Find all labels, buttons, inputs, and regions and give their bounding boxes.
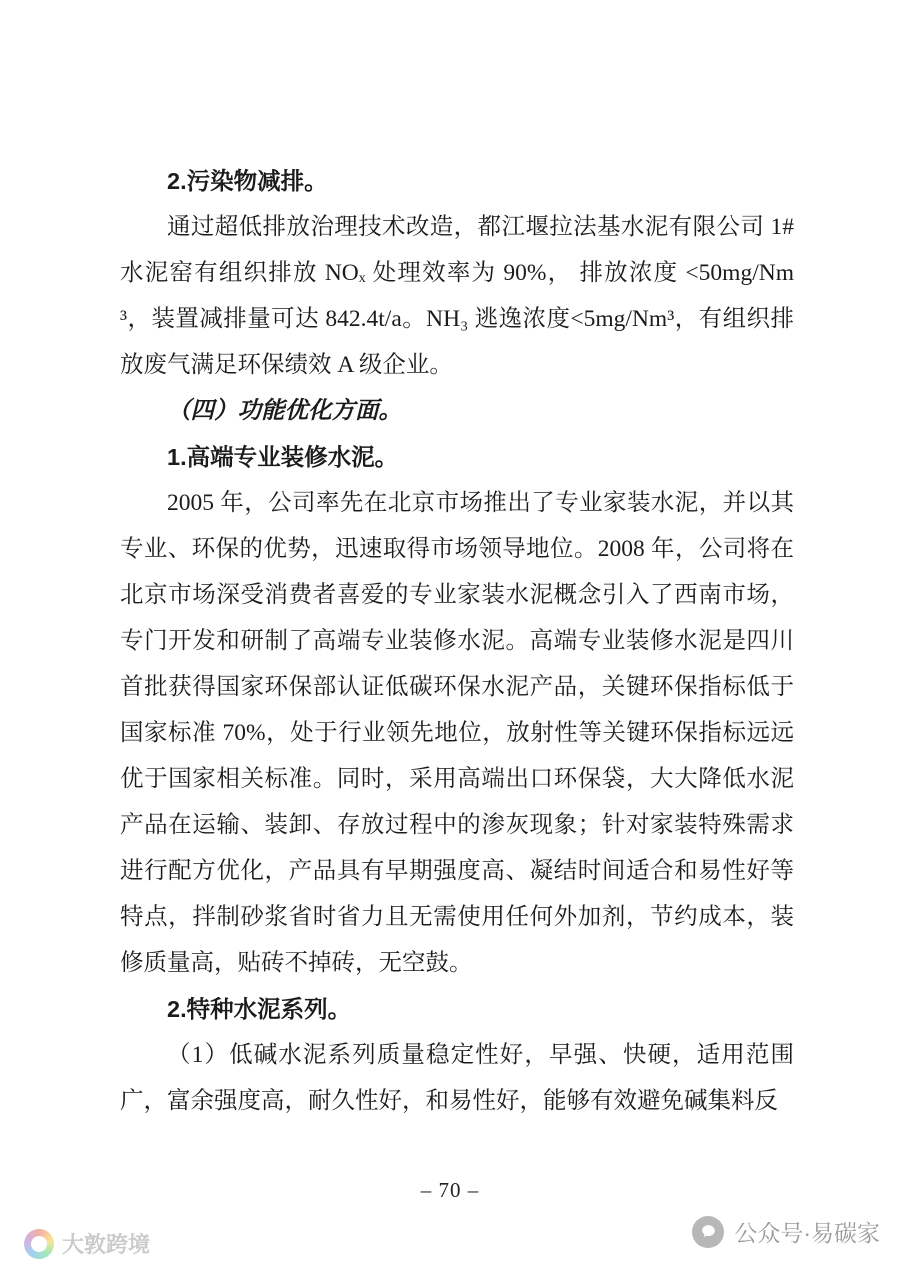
paragraph-low-alkali-cement: （1）低碱水泥系列质量稳定性好，早强、快硬，适用范围广，富余强度高，耐久性好，和易性好，能够有效避免碱集料反 [120,1042,794,1114]
wechat-account-badge [692,1215,880,1248]
heading-premium-decoration-cement: 1.高端专业装修水泥。 [167,444,399,470]
document-body [120,158,794,1124]
heading-special-cement-series: 2.特种水泥系列。 [167,996,352,1022]
page-number: – 70 – [420,1178,480,1202]
wechat-account-label: 公众号·易碳家 [734,1220,880,1246]
watermark [24,1228,150,1259]
wechat-chat-bubble-icon [692,1216,724,1248]
paragraph-emission-control: 通过超低排放治理技术改造，都江堰拉法基水泥有限公司 1# 水泥窑有组织排放 NOₓ 处理效率为 90%， 排放浓度 <50mg/Nm³，装置减排量可达 842.4t/a。NH₃ 逃逸浓度<5mg/Nm³，有组织排放废气满足环保绩效 A 级企业。 [120,214,794,378]
watermark-logo-icon [24,1229,54,1259]
heading-section-four-function-optimization: （四）功能优化方面。 [167,398,402,424]
heading-pollutant-reduction: 2.污染物减排。 [167,168,328,194]
watermark-label: 大敦跨境 [62,1232,151,1257]
paragraph-decoration-cement-detail: 2005 年，公司率先在北京市场推出了专业家装水泥，并以其专业、环保的优势，迅速取得市场领导地位。2008 年，公司将在北京市场深受消费者喜爱的专业家装水泥概念引入了西南市场，专门开发和研制了高端专业装修水泥。高端专业装修水泥是四川首批获得国家环保部认证低碳环保水泥产品，关键环保指标低于国家标准 70%，处于行业领先地位，放射性等关键环保指标远远优于国家相关标准。同时，采用高端出口环保袋，大大降低水泥产品在运输、装卸、存放过程中的渗灰现象；针对家装特殊需求进行配方优化，产品具有早期强度高、凝结时间适合和易性好等特点，拌制砂浆省时省力且无需使用任何外加剂，节约成本，装修质量高，贴砖不掉砖，无空鼓。 [120,490,794,976]
